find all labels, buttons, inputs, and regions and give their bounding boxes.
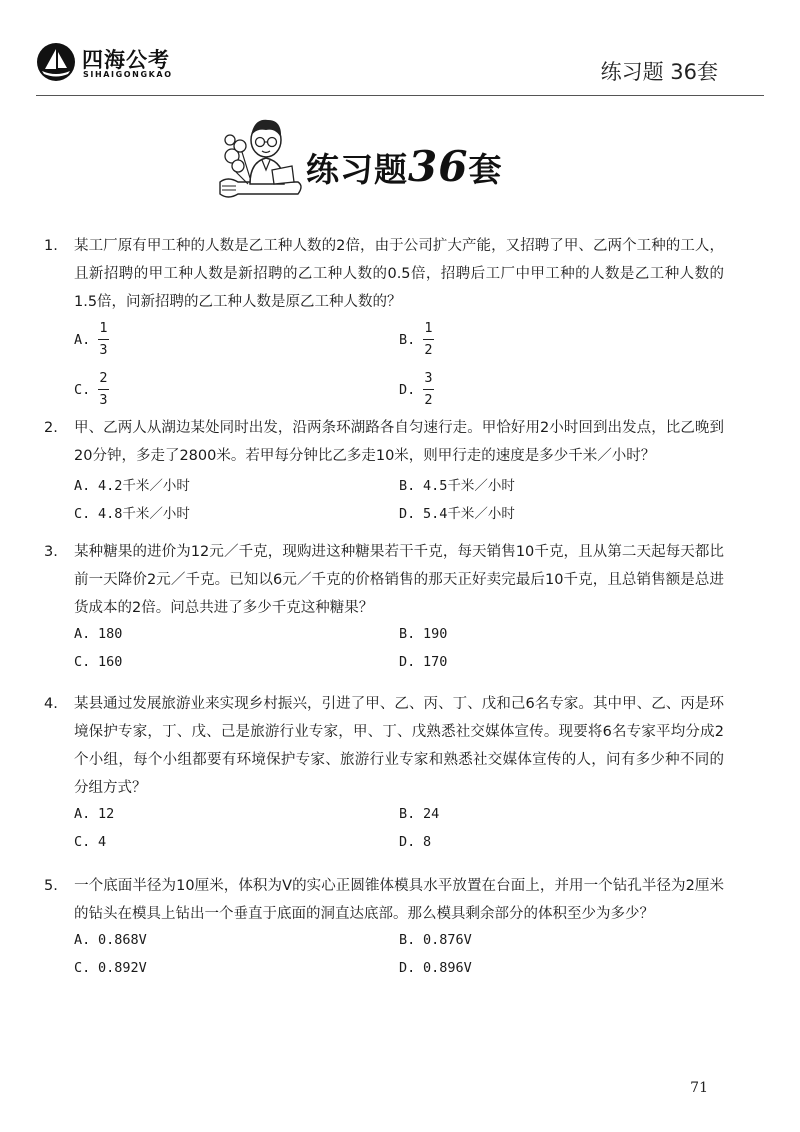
option-b[interactable]: B. 4.5千米／小时 [399, 478, 515, 494]
question-1 [44, 232, 724, 416]
option-b[interactable]: B. 190 [399, 626, 448, 642]
page-title [306, 142, 502, 191]
logo-english-text: SIHAIGONGKAO [83, 70, 173, 79]
option-c[interactable]: C. $\frac{2}{3}$ [74, 370, 108, 408]
fraction: $\frac{1}{3}$ [99, 320, 108, 358]
title-suffix: 套 [468, 150, 503, 189]
option-d[interactable]: D. $\frac{3}{2}$ [399, 370, 433, 408]
option-d[interactable]: D. 5.4千米／小时 [399, 506, 515, 522]
fraction: $\frac{2}{3}$ [99, 370, 108, 408]
question-number: 2. [44, 420, 58, 436]
page-number: 71 [690, 1080, 708, 1096]
option-a[interactable]: A. 4.2千米／小时 [74, 478, 190, 494]
question-1-text [44, 232, 724, 316]
option-c[interactable]: C. 4.8千米／小时 [74, 506, 190, 522]
sihai-logo [36, 42, 216, 86]
question-number: 4. [44, 696, 58, 712]
question-number: 1. [44, 238, 58, 254]
option-a[interactable]: A. 180 [74, 626, 123, 642]
question-2-text [44, 414, 724, 470]
option-d[interactable]: D. 170 [399, 654, 448, 670]
question-2-options [74, 470, 724, 530]
question-2 [44, 414, 724, 530]
question-3 [44, 538, 724, 682]
question-5-options [74, 928, 724, 988]
header-divider [36, 95, 764, 96]
title-prefix: 练习题 [306, 150, 408, 189]
question-stem: 某县通过发展旅游业来实现乡村振兴，引进了甲、乙、丙、丁、戊和己6名专家。其中甲、乙、丙是环境保护专家，丁、戊、己是旅游行业专家，甲、丁、戊熟悉社交媒体宣传。现要将6名专家平均分成2个小组，每个小组都要有环境保护专家、旅游行业专家和熟悉社交媒体宣传的人，问有多少种不同的分组方式？ [74, 696, 724, 796]
option-a[interactable]: A. 0.868V [74, 932, 147, 948]
question-5-text [44, 872, 724, 928]
question-1-options [74, 316, 724, 416]
question-5 [44, 872, 724, 988]
question-3-text [44, 538, 724, 622]
question-number: 5. [44, 878, 58, 894]
fraction: $\frac{3}{2}$ [424, 370, 433, 408]
header-set-label: 练习题 36套 [600, 60, 718, 84]
question-4-options [74, 802, 724, 862]
question-stem: 某工厂原有甲工种的人数是乙工种人数的2倍，由于公司扩大产能，又招聘了甲、乙两个工种的工人，且新招聘的甲工种人数是新招聘的乙工种人数的0.5倍，招聘后工厂中甲工种的人数是乙工种人数的1.5倍，问新招聘的乙工种人数是原乙工种人数的？ [74, 238, 724, 310]
question-3-options [74, 622, 724, 682]
option-a[interactable]: A. $\frac{1}{3}$ [74, 320, 108, 358]
question-stem: 一个底面半径为10厘米，体积为V的实心正圆锥体模具水平放置在台面上，并用一个钻孔半径为2厘米的钻头在模具上钻出一个垂直于底面的洞直达底部。那么模具剩余部分的体积至少为多少？ [74, 878, 724, 922]
option-b[interactable]: B. 24 [399, 806, 440, 822]
question-4 [44, 690, 724, 862]
option-d[interactable]: D. 0.896V [399, 960, 472, 976]
question-number: 3. [44, 544, 58, 560]
student-with-flowers-illustration-icon [218, 112, 304, 208]
sailboat-logo-icon [36, 42, 76, 82]
option-d[interactable]: D. 8 [399, 834, 432, 850]
option-b[interactable]: B. $\frac{1}{2}$ [399, 320, 433, 358]
question-4-text [44, 690, 724, 802]
logo-chinese-text: 四海公考 [82, 48, 170, 72]
option-c[interactable]: C. 160 [74, 654, 123, 670]
title-number: 36 [408, 142, 469, 191]
option-c[interactable]: C. 0.892V [74, 960, 147, 976]
option-a[interactable]: A. 12 [74, 806, 115, 822]
option-b[interactable]: B. 0.876V [399, 932, 472, 948]
question-stem: 甲、乙两人从湖边某处同时出发，沿两条环湖路各自匀速行走。甲恰好用2小时回到出发点，比乙晚到20分钟，多走了2800米。若甲每分钟比乙多走10米，则甲行走的速度是多少千米／小时？ [74, 420, 724, 464]
option-c[interactable]: C. 4 [74, 834, 107, 850]
question-stem: 某种糖果的进价为12元／千克，现购进这种糖果若干千克，每天销售10千克，且从第二天起每天都比前一天降价2元／千克。已知以6元／千克的价格销售的那天正好卖完最后10千克，且总销售额是总进货成本的2倍。问总共进了多少千克这种糖果？ [74, 544, 724, 616]
fraction: $\frac{1}{2}$ [424, 320, 433, 358]
